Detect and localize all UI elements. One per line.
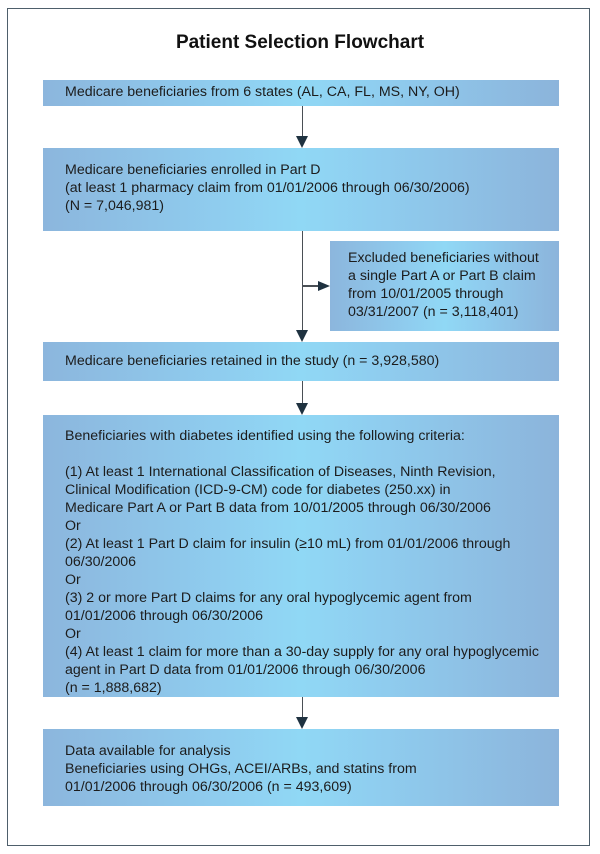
criteria-line: (2) At least 1 Part D claim for insulin (≥10 mL) from 01/01/2006 through — [65, 536, 511, 552]
criteria-line: (3) 2 or more Part D claims for any oral hypoglycemic agent from — [65, 590, 472, 606]
connector-line — [302, 381, 304, 405]
criteria-line: Medicare Part A or Part B data from 10/01/2005 through 06/30/2006 — [65, 500, 491, 516]
box-text-line: a single Part A or Part B claim — [348, 268, 536, 284]
arrow-right-icon — [318, 281, 330, 291]
criteria-line: Or — [65, 518, 81, 534]
box-text-line: Beneficiaries using OHGs, ACEI/ARBs, and statins from — [65, 761, 417, 777]
criteria-heading: Beneficiaries with diabetes identified using the following criteria: — [65, 428, 465, 444]
criteria-line: Or — [65, 572, 81, 588]
criteria-line: Clinical Modification (ICD-9-CM) code for diabetes (250.xx) in — [65, 482, 451, 498]
connector-line — [302, 231, 304, 332]
spacer — [65, 445, 559, 463]
criteria-line: (4) At least 1 claim for more than a 30-day supply for any oral hypoglycemic — [65, 644, 539, 660]
criteria-line: 01/01/2006 through 06/30/2006 — [65, 608, 264, 624]
box-excluded — [330, 241, 559, 331]
box-text-line: 01/01/2006 through 06/30/2006 (n = 493,609) — [65, 779, 352, 795]
box-text-line: from 10/01/2005 through — [348, 286, 504, 302]
box-text-line: Data available for analysis — [65, 743, 231, 759]
box-text-line: (at least 1 pharmacy claim from 01/01/2006 through 06/30/2006) — [65, 180, 470, 196]
box-text: Medicare beneficiaries from 6 states (AL, CA, FL, MS, NY, OH) — [65, 84, 460, 100]
connector-line — [302, 106, 304, 138]
arrow-down-icon — [296, 136, 308, 148]
box-retained — [43, 342, 559, 381]
box-diabetes-criteria — [43, 415, 559, 697]
box-part-d-enrolled — [43, 148, 559, 231]
flowchart-title: Patient Selection Flowchart — [175, 32, 425, 53]
box-text-line: Medicare beneficiaries enrolled in Part D — [65, 162, 321, 178]
connector-line — [302, 697, 304, 719]
box-text: Medicare beneficiaries retained in the study (n = 3,928,580) — [65, 353, 440, 369]
criteria-line: Or — [65, 626, 81, 642]
arrow-down-icon — [296, 717, 308, 729]
criteria-line: (n = 1,888,682) — [65, 680, 162, 696]
criteria-line: 06/30/2006 — [65, 554, 137, 570]
criteria-line: (1) At least 1 International Classification of Diseases, Ninth Revision, — [65, 464, 496, 480]
box-initial-population — [43, 80, 559, 106]
box-text-line: (N = 7,046,981) — [65, 198, 164, 214]
box-text-line: Excluded beneficiaries without — [348, 250, 539, 266]
arrow-down-icon — [296, 403, 308, 415]
arrow-down-icon — [296, 330, 308, 342]
box-final-analysis — [43, 729, 559, 806]
box-text-line: 03/31/2007 (n = 3,118,401) — [348, 304, 519, 320]
criteria-line: agent in Part D data from 01/01/2006 through 06/30/2006 — [65, 662, 426, 678]
